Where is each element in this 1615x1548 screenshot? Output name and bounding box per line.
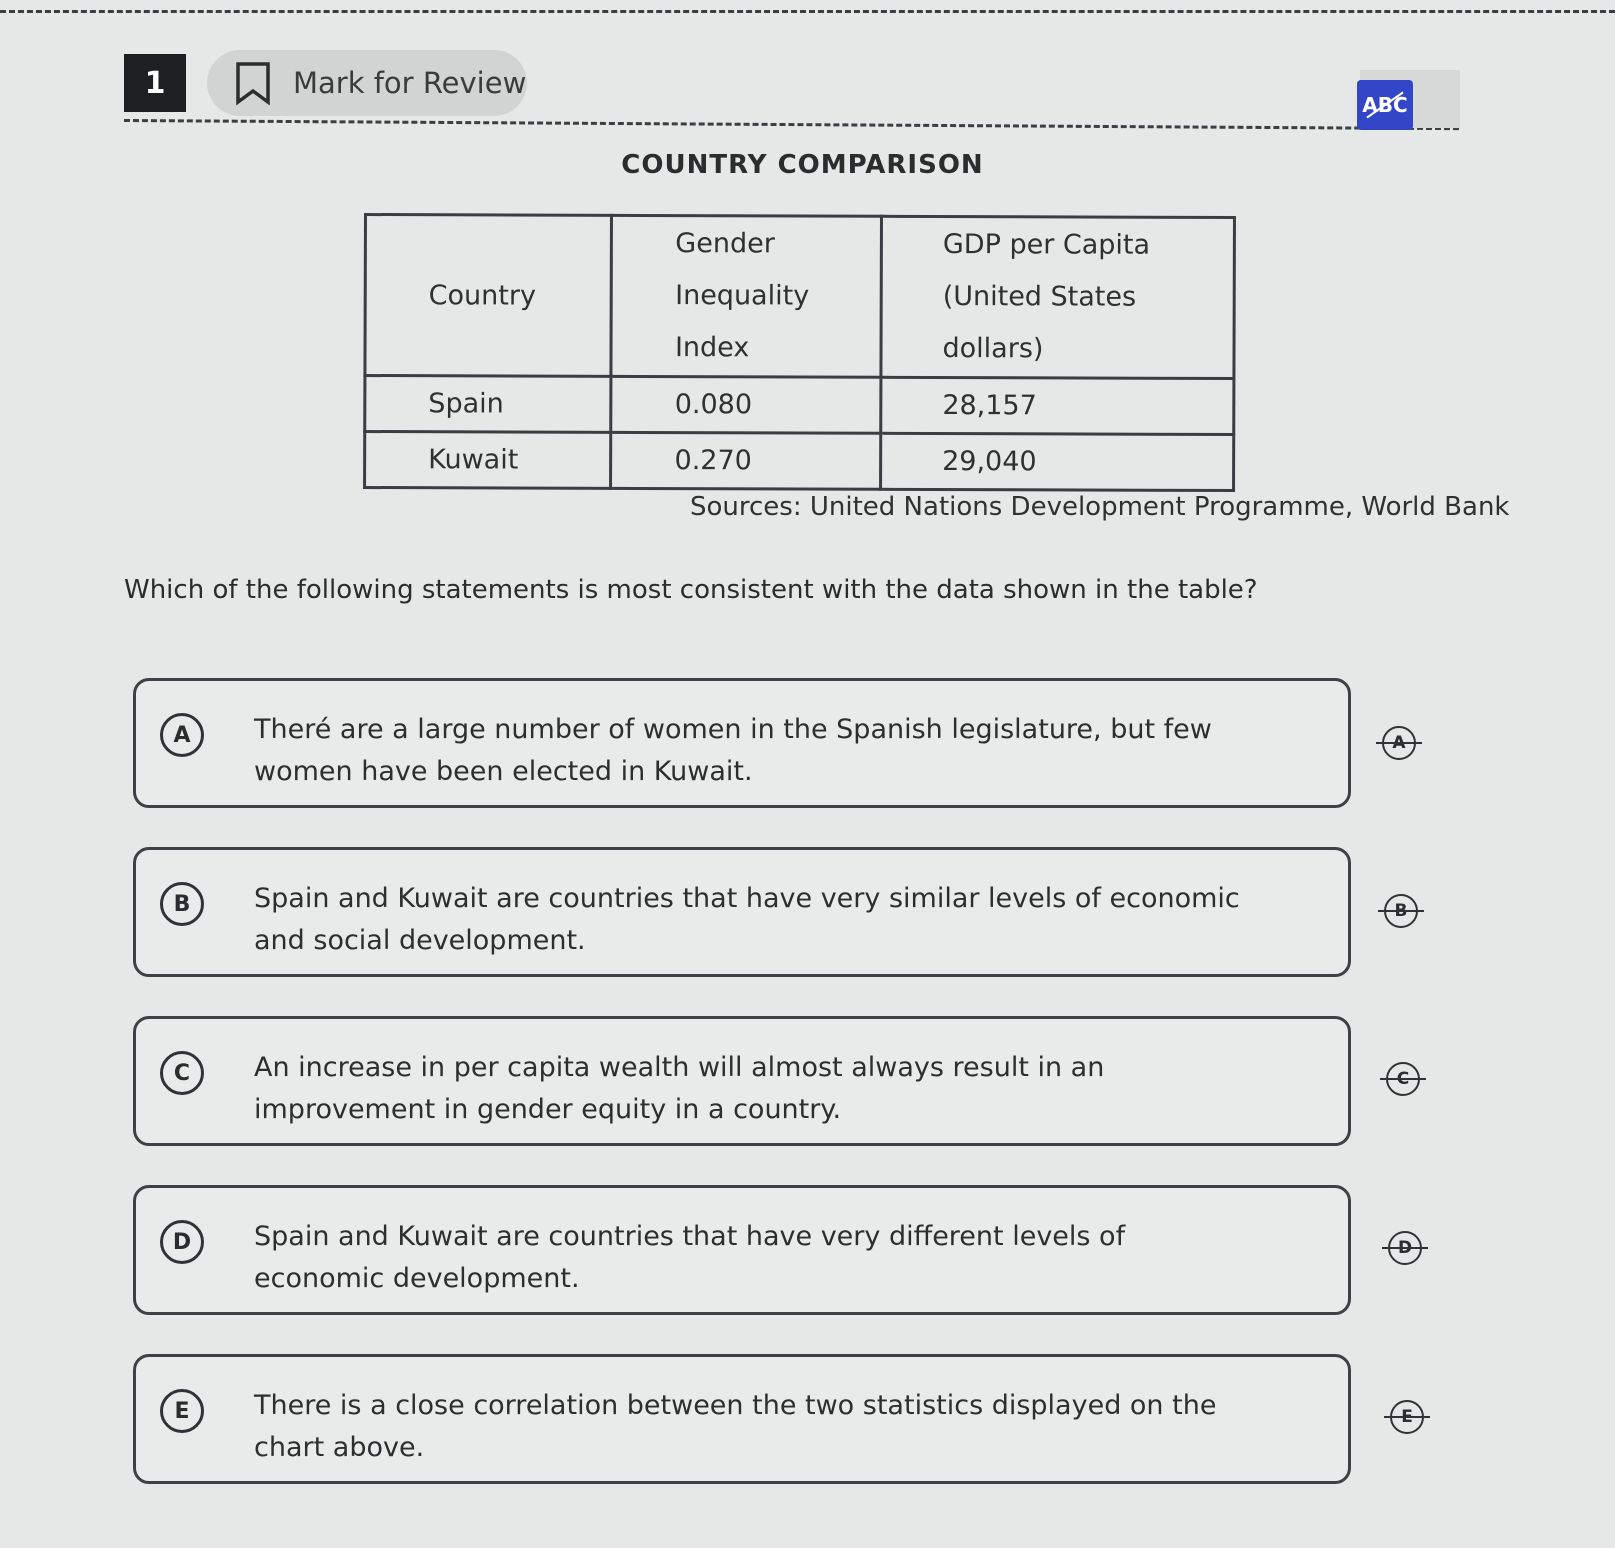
answer-option-b[interactable]: [133, 847, 1351, 977]
option-letter-badge: B: [160, 882, 204, 926]
eliminate-option-e-button[interactable]: [1384, 1394, 1430, 1440]
strike-line: [1378, 910, 1424, 912]
strikethrough-letter-icon: E: [1390, 1400, 1424, 1434]
option-text: Spain and Kuwait are countries that have very similar levels of economic and social development.: [254, 883, 1240, 956]
option-text: There is a close correlation between the two statistics displayed on the chart above.: [254, 1390, 1217, 1463]
header-country: Country: [365, 215, 612, 377]
option-letter-badge: D: [160, 1220, 204, 1264]
strike-line: [1382, 1247, 1428, 1249]
eliminate-option-d-button[interactable]: [1382, 1225, 1428, 1271]
option-text: Theré are a large number of women in the Spanish legislature, but few women have been elected in Kuwait.: [254, 714, 1212, 787]
bookmark-icon: [235, 61, 271, 105]
cell-country: Kuwait: [365, 432, 612, 489]
eliminate-option-b-button[interactable]: [1378, 888, 1424, 934]
strikethrough-letter-icon: C: [1386, 1062, 1420, 1096]
question-number: 1: [124, 54, 186, 112]
top-divider: [0, 10, 1615, 13]
option-text: An increase in per capita wealth will almost always result in an improvement in gender equity in a country.: [254, 1052, 1105, 1125]
table-sources: Sources: United Nations Development Programme, World Bank: [690, 492, 1510, 522]
table-row: [365, 432, 1234, 491]
answer-option-e[interactable]: [133, 1354, 1351, 1484]
header-gii-line: Index: [674, 332, 750, 364]
abc-tool-label: ABC: [1362, 93, 1408, 117]
header-gdp-line: (United States dollars): [942, 281, 1137, 365]
cell-gii: 0.270: [611, 432, 881, 489]
cell-gii: 0.080: [611, 376, 881, 433]
answer-option-d[interactable]: [133, 1185, 1351, 1315]
option-letter-badge: C: [160, 1051, 204, 1095]
header-gdp-per-capita: [881, 216, 1235, 378]
header-gii-line: Gender: [675, 228, 775, 260]
answer-option-c[interactable]: [133, 1016, 1351, 1146]
strikethrough-letter-icon: D: [1388, 1231, 1422, 1265]
strike-line: [1384, 1416, 1430, 1418]
strikethrough-letter-icon: A: [1382, 726, 1416, 760]
header-gdp-line: GDP per Capita: [942, 229, 1151, 261]
table-row: [365, 376, 1234, 435]
header-gii-line: Inequality: [675, 280, 810, 312]
table-title: COUNTRY COMPARISON: [621, 150, 984, 180]
eliminate-option-a-button[interactable]: [1376, 720, 1422, 766]
option-letter-badge: A: [160, 713, 204, 757]
strike-line: [1380, 1078, 1426, 1080]
option-text: Spain and Kuwait are countries that have very different levels of economic development.: [254, 1221, 1126, 1294]
option-letter-badge: E: [160, 1389, 204, 1433]
cell-gdp: 28,157: [881, 377, 1234, 434]
mark-for-review-label: Mark for Review: [293, 66, 527, 100]
country-comparison-table: [363, 213, 1236, 492]
question-stem: Which of the following statements is most consistent with the data shown in the table?: [124, 575, 1258, 605]
eliminate-option-c-button[interactable]: [1380, 1056, 1426, 1102]
abc-eliminator-button[interactable]: [1357, 80, 1413, 130]
cell-gdp: 29,040: [881, 433, 1234, 490]
table-header-row: [365, 215, 1235, 379]
answer-option-a[interactable]: [133, 678, 1351, 808]
header-divider: [124, 119, 1459, 130]
cell-country: Spain: [365, 376, 612, 433]
header-gender-inequality-index: [611, 215, 881, 377]
strikethrough-letter-icon: B: [1384, 894, 1418, 928]
strike-line: [1376, 742, 1422, 744]
mark-for-review-button[interactable]: [207, 50, 527, 116]
